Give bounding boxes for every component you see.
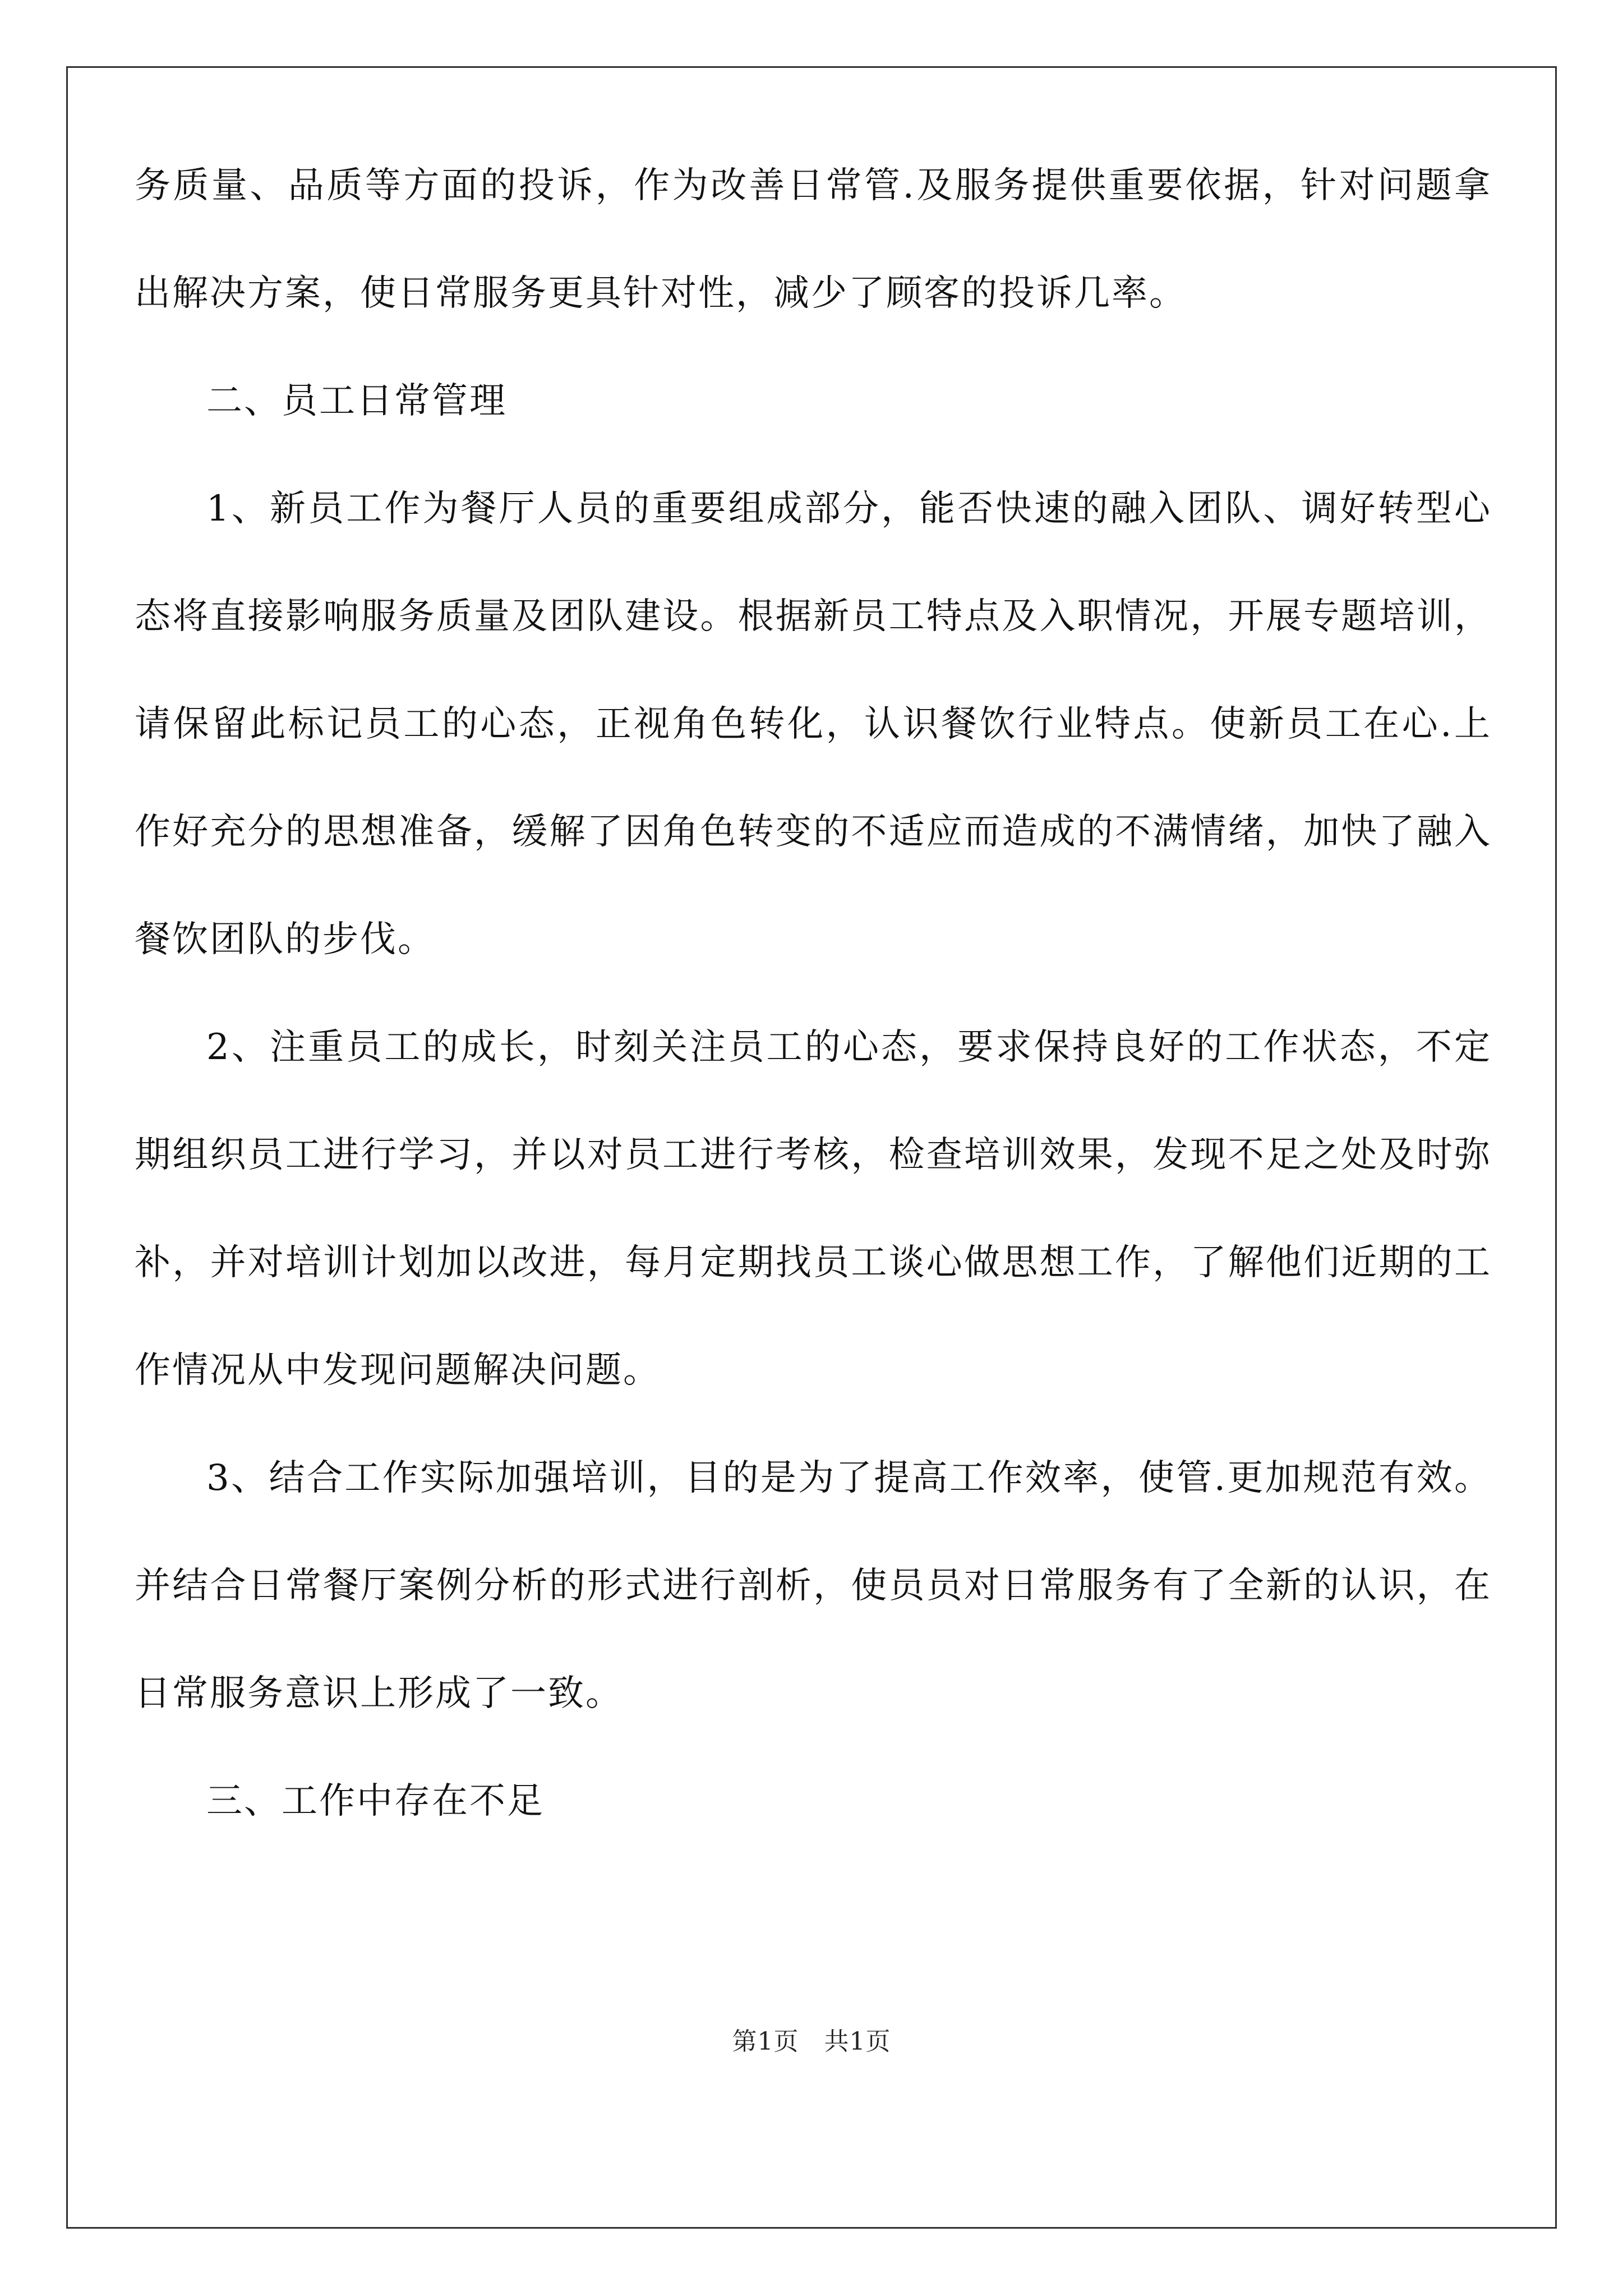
paragraph-staff-growth: 2、注重员工的成长，时刻关注员工的心态，要求保持良好的工作状态，不定期组织员工进行学习，并以对员工进行考核，检查培训效果，发现不足之处及时弥补，并对培训计划加以改进，每月定期找员工谈心做思想工作，了解他们近期的工作情况从中发现问题解决问题。 — [135, 1027, 1492, 1391]
section-heading-staff-management: 二、员工日常管理 — [206, 380, 507, 422]
paragraph-training: 3、结合工作实际加强培训，目的是为了提高工作效率，使管.更加规范有效。并结合日常餐厅案例分析的形式进行剖析，使员员对日常服务有了全新的认识，在日常服务意识上形成了一致。 — [135, 1457, 1492, 1714]
document-body — [135, 132, 1492, 1855]
paragraph-continuation: 务质量、品质等方面的投诉，作为改善日常管.及服务提供重要依据，针对问题拿出解决方案，使日常服务更具针对性，减少了顾客的投诉几率。 — [135, 165, 1492, 314]
page-number: 第1页 共1页 — [732, 2027, 891, 2056]
section-heading-shortcomings: 三、工作中存在不足 — [206, 1780, 545, 1822]
paragraph-new-staff: 1、新员工作为餐厅人员的重要组成部分，能否快速的融入团队、调好转型心态将直接影响服务质量及团队建设。根据新员工特点及入职情况，开展专题培训，请保留此标记员工的心态，正视角色转化，认识餐饮行业特点。使新员工在心.上作好充分的思想准备，缓解了因角色转变的不适应而造成的不满情绪，加快了融入餐饮团队的步伐。 — [135, 488, 1492, 960]
